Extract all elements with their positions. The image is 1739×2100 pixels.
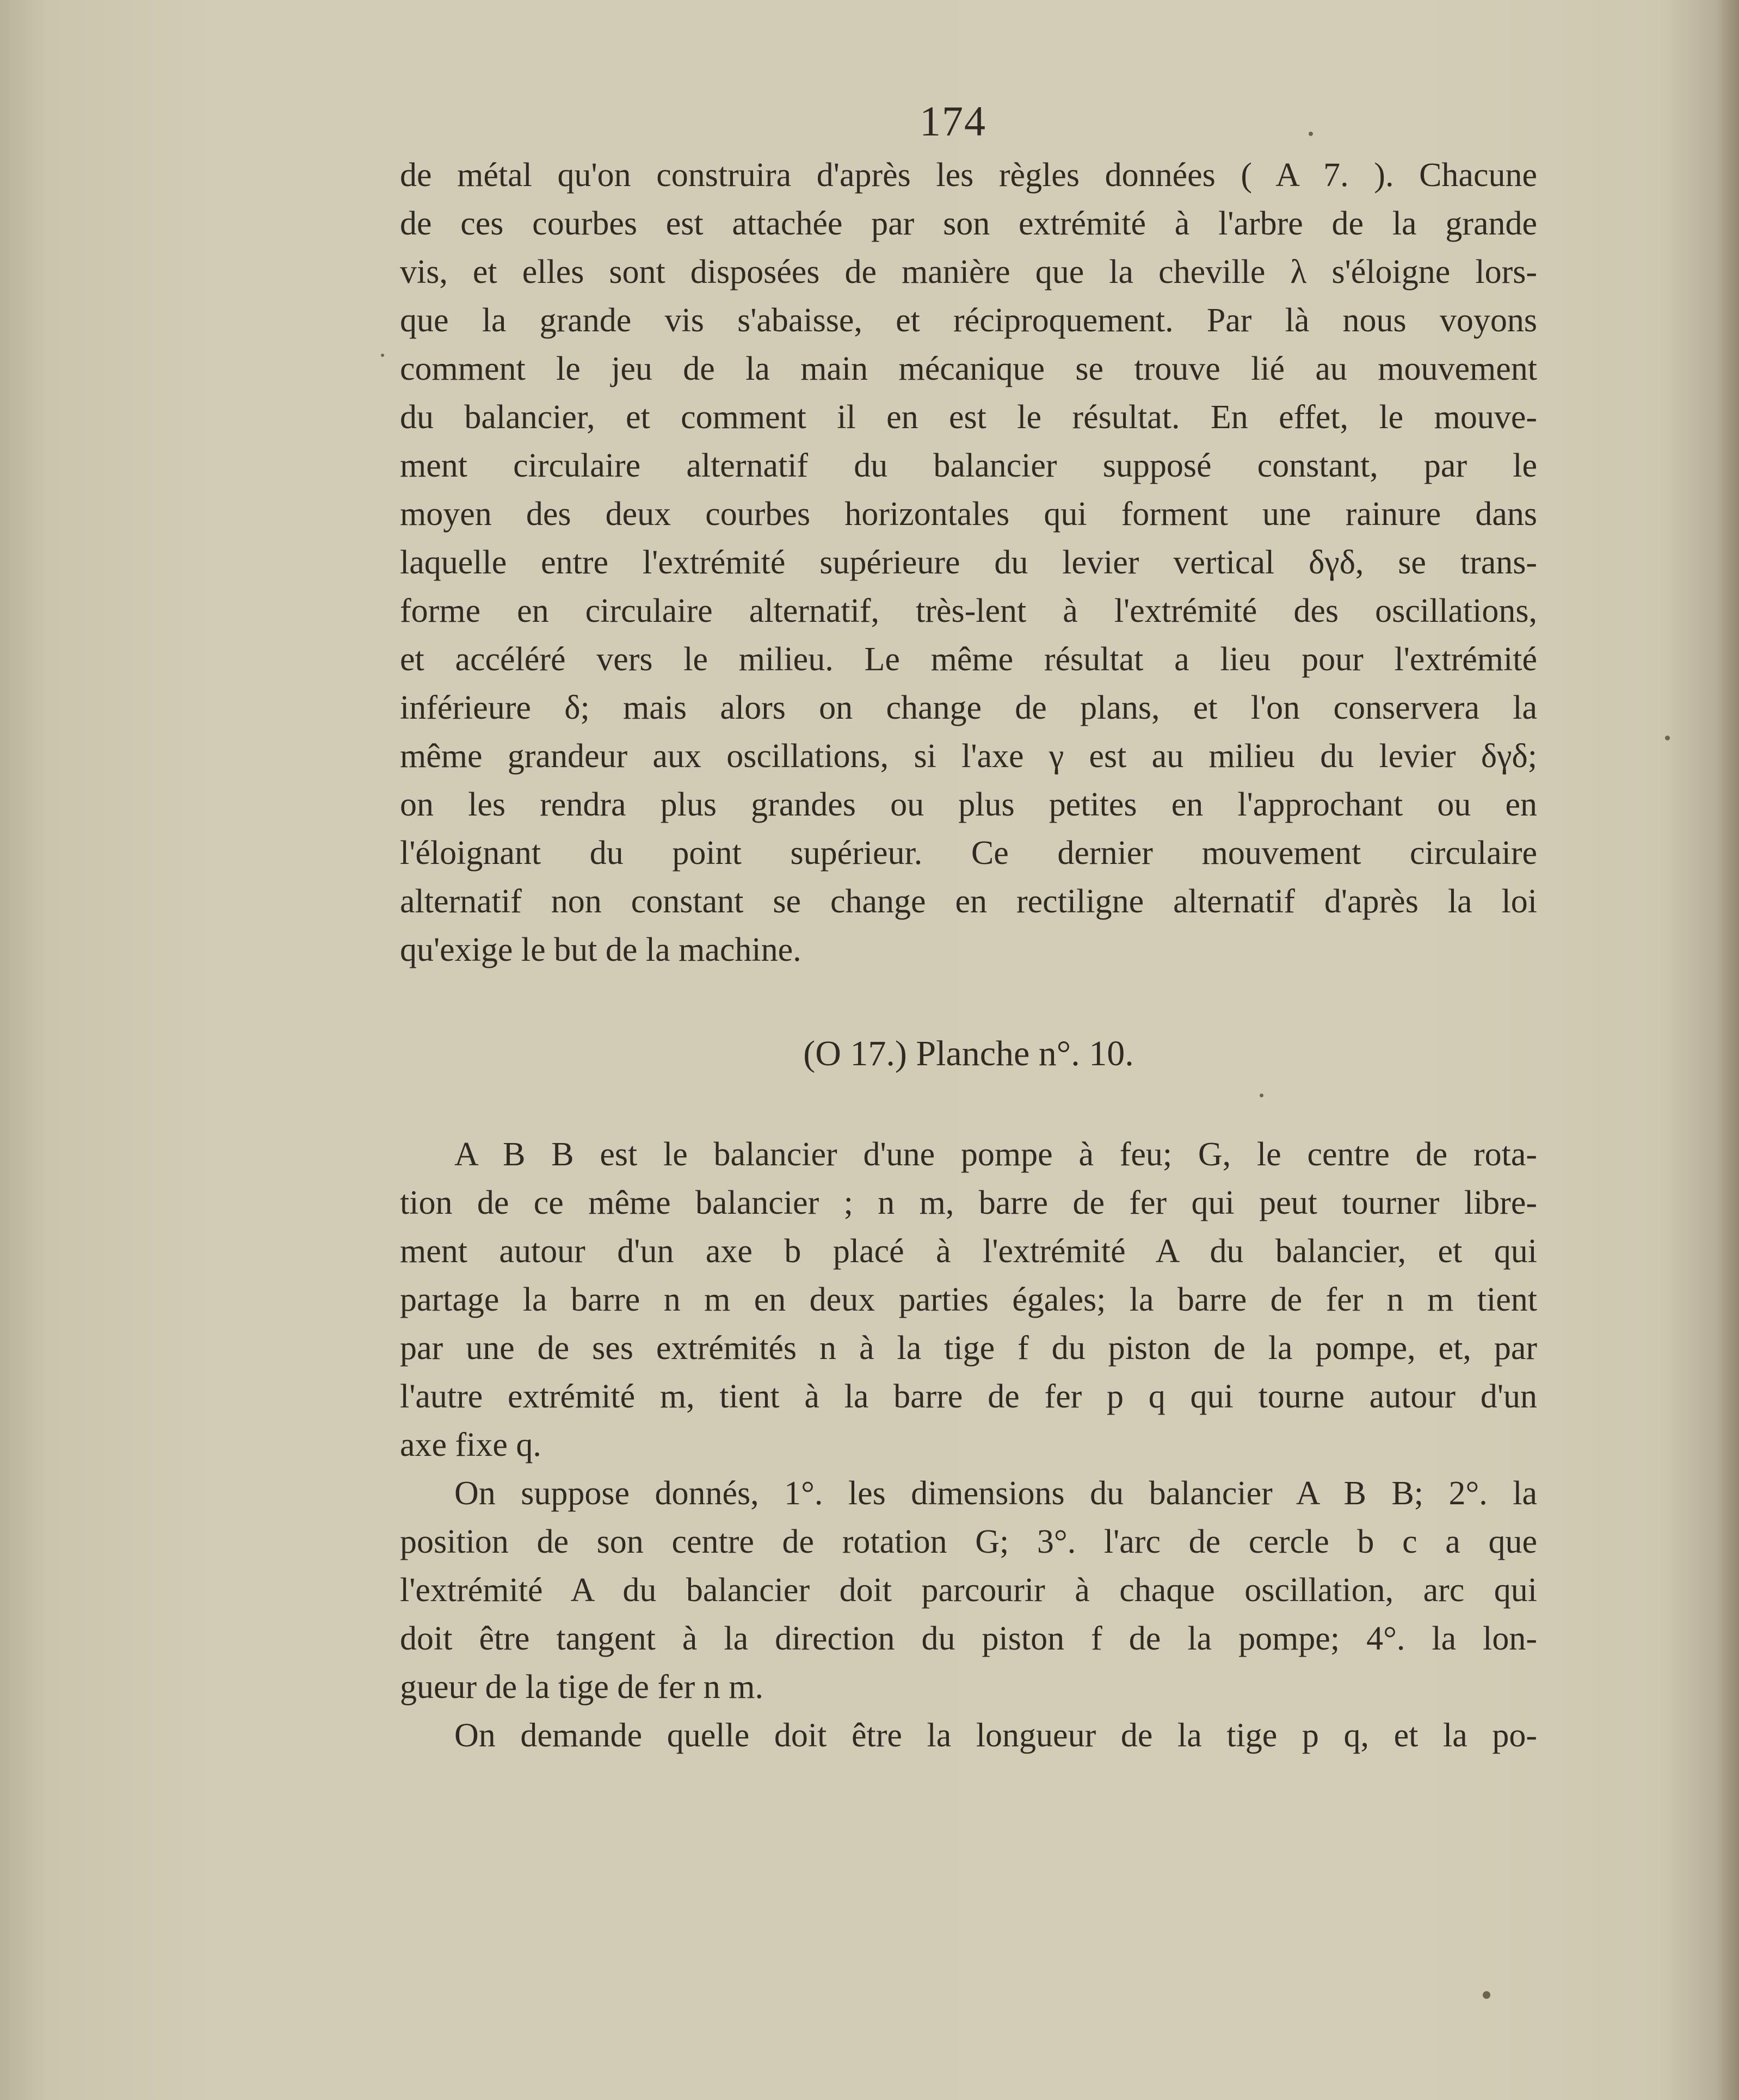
text-line: l'éloignant du point supérieur. Ce dernier mouvement circulaire	[400, 835, 1537, 872]
text-line: vis, et elles sont disposées de manière que la cheville λ s'éloigne lors-	[400, 254, 1537, 291]
text-line: et accéléré vers le milieu. Le même résultat a lieu pour l'extrémité	[400, 641, 1537, 678]
text-line: l'autre extrémité m, tient à la barre de fer p q qui tourne autour d'un	[400, 1378, 1537, 1415]
text-line: alternatif non constant se change en rectiligne alternatif d'après la loi	[400, 883, 1537, 920]
top-paragraph	[400, 151, 1537, 974]
paper-speck	[1309, 132, 1313, 136]
text-line: On demande quelle doit être la longueur de la tige p q, et la po-	[454, 1717, 1537, 1754]
text-line: on les rendra plus grandes ou plus petites en l'approchant ou en	[400, 786, 1537, 823]
page-edge-shadow	[1717, 0, 1739, 2100]
text-line: forme en circulaire alternatif, très-lent à l'extrémité des oscillations,	[400, 592, 1537, 629]
text-line: l'extrémité A du balancier doit parcourir à chaque oscillation, arc qui	[400, 1572, 1537, 1609]
text-line: gueur de la tige de fer n m.	[400, 1669, 763, 1706]
text-line: partage la barre n m en deux parties égales; la barre de fer n m tient	[400, 1281, 1537, 1318]
text-line: comment le jeu de la main mécanique se trouve lié au mouvement	[400, 350, 1537, 387]
paper-speck	[1483, 1991, 1490, 1999]
text-line: tion de ce même balancier ; n m, barre de fer qui peut tourner libre-	[400, 1184, 1537, 1221]
text-line: que la grande vis s'abaisse, et réciproquement. Par là nous voyons	[400, 302, 1537, 339]
text-line: même grandeur aux oscillations, si l'axe γ est au milieu du levier δγδ;	[400, 738, 1537, 775]
text-line: On suppose donnés, 1°. les dimensions du balancier A B B; 2°. la	[454, 1475, 1537, 1512]
text-line: par une de ses extrémités n à la tige f du piston de la pompe, et, par	[400, 1330, 1537, 1367]
bottom-paragraphs	[400, 1131, 1537, 1760]
paper-speck	[1260, 1094, 1263, 1097]
text-line: position de son centre de rotation G; 3°. l'arc de cercle b c a que	[400, 1523, 1537, 1560]
text-line: du balancier, et comment il en est le résultat. En effet, le mouve-	[400, 399, 1537, 436]
text-line: ment autour d'un axe b placé à l'extrémité A du balancier, et qui	[400, 1233, 1537, 1270]
text-line: de ces courbes est attachée par son extrémité à l'arbre de la grande	[400, 205, 1537, 242]
page-number: 174	[920, 97, 986, 145]
paper-speck	[381, 354, 384, 357]
text-line: qu'exige le but de la machine.	[400, 931, 801, 968]
text-line: moyen des deux courbes horizontales qui forment une rainure dans	[400, 496, 1537, 533]
text-line: doit être tangent à la direction du piston f de la pompe; 4°. la lon-	[400, 1620, 1537, 1657]
text-line: de métal qu'on construira d'après les règles données ( A 7. ). Chacune	[400, 157, 1537, 194]
section-heading: (O 17.) Planche n°. 10.	[803, 1034, 1134, 1073]
text-line: ment circulaire alternatif du balancier supposé constant, par le	[400, 447, 1537, 484]
text-line: laquelle entre l'extrémité supérieure du levier vertical δγδ, se trans-	[400, 544, 1537, 581]
text-line: axe fixe q.	[400, 1426, 541, 1463]
paper-speck	[1665, 736, 1670, 740]
text-line: inférieure δ; mais alors on change de plans, et l'on conservera la	[400, 689, 1537, 726]
text-line: A B B est le balancier d'une pompe à feu; G, le centre de rota-	[454, 1136, 1537, 1173]
